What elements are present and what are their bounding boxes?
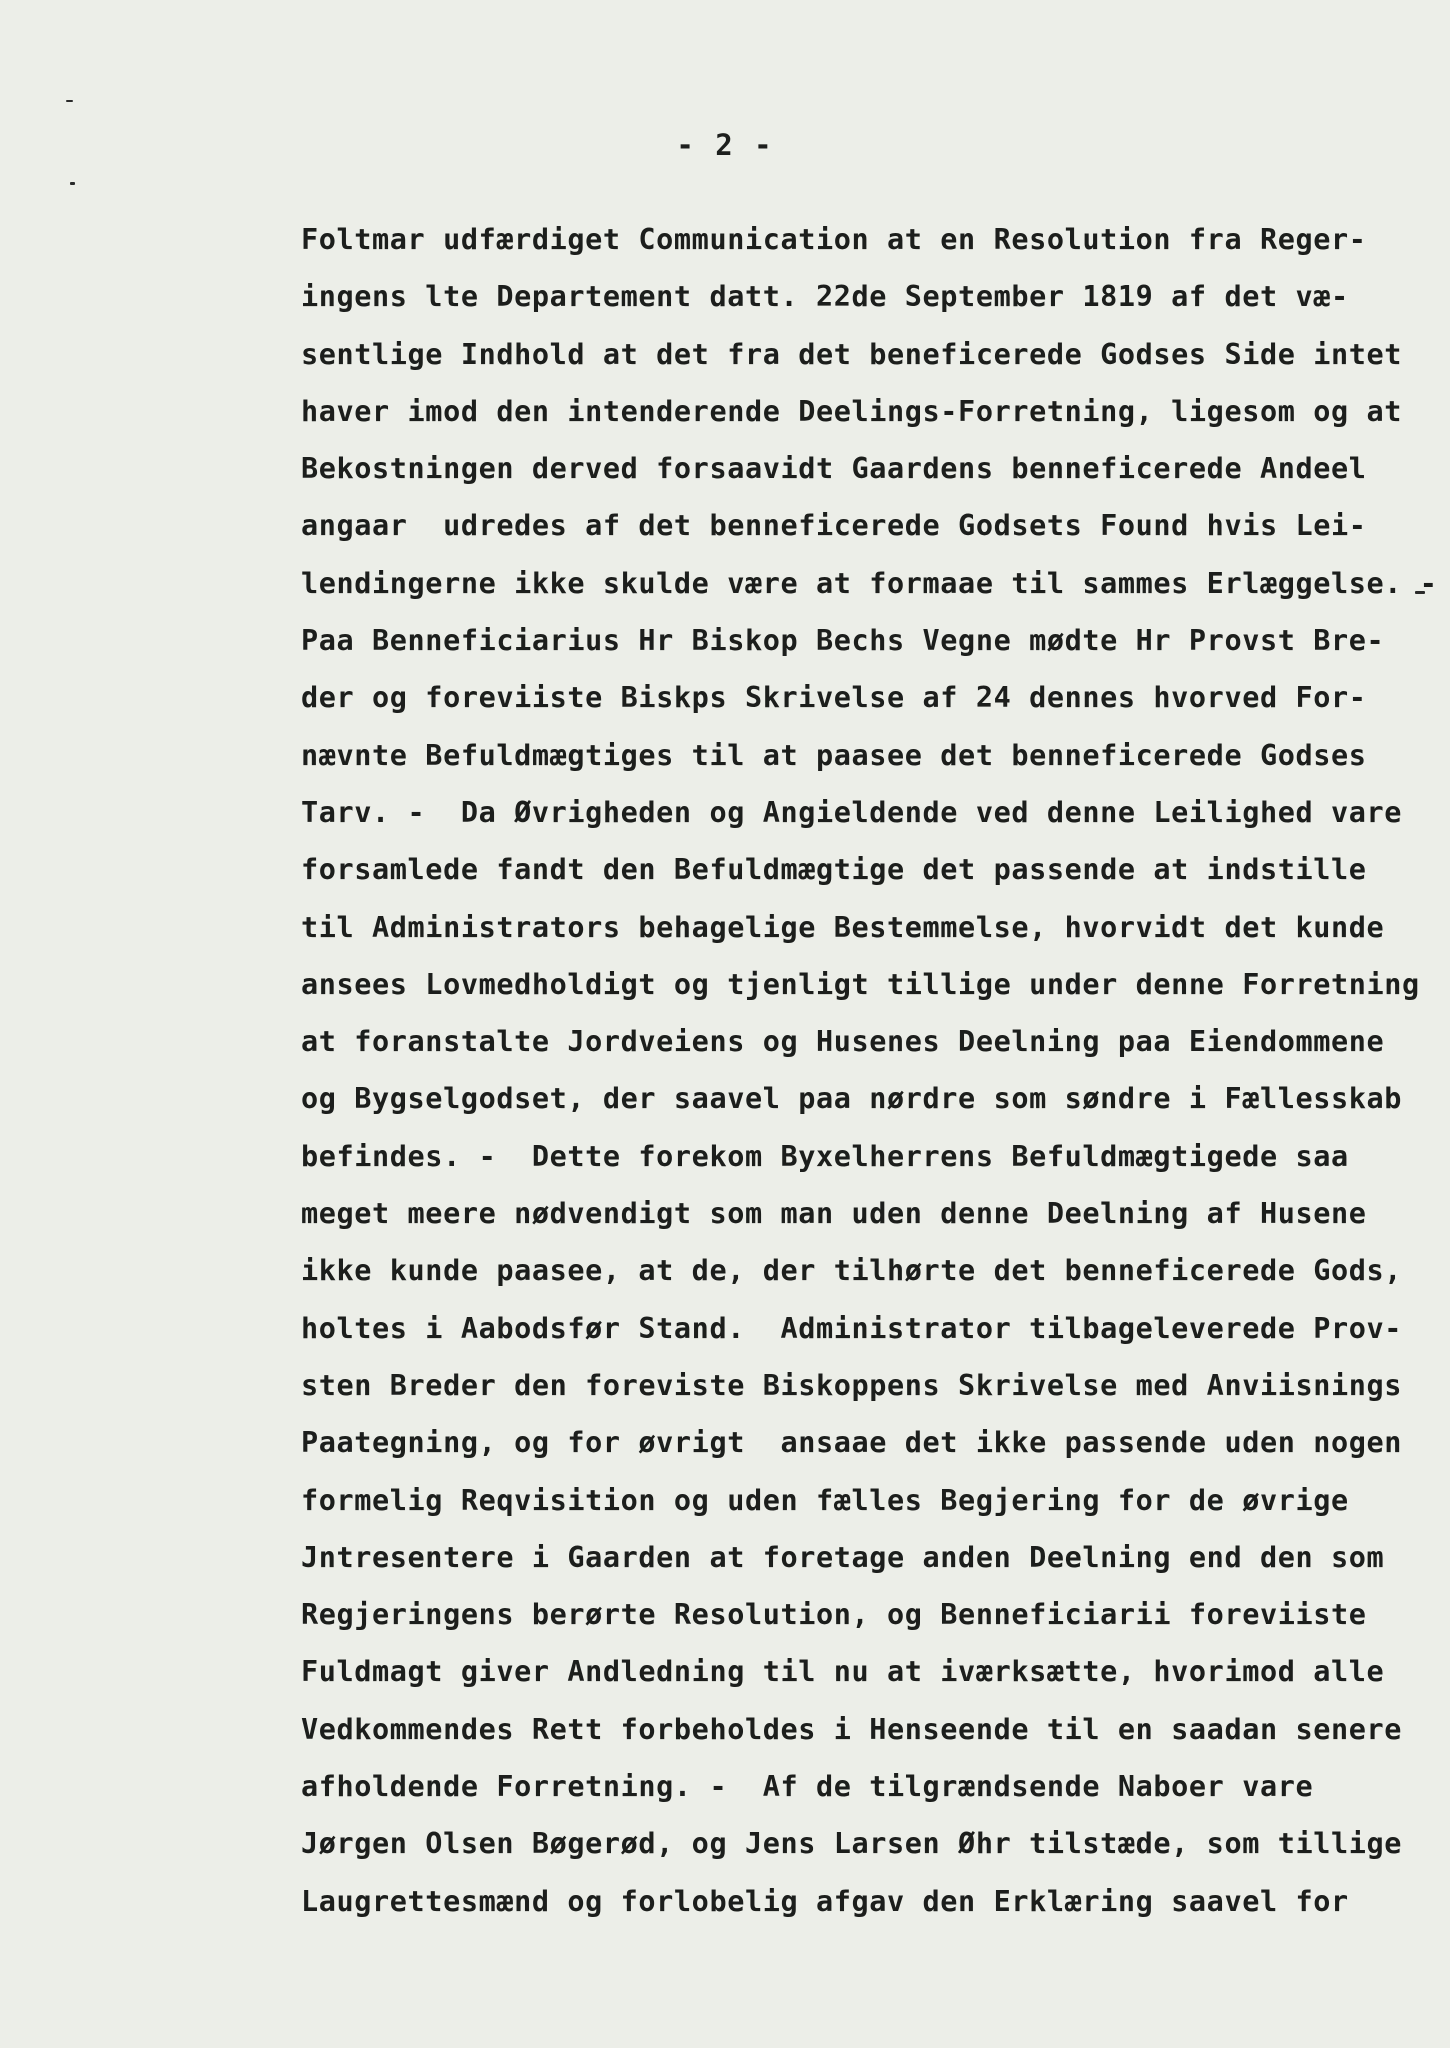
text-line: at foranstalte Jordveiens og Husenes Deelning paa Eiendommene	[301, 1025, 1385, 1059]
text-line: Regjeringens berørte Resolution, og Benneficiarii foreviiste	[301, 1598, 1367, 1632]
text-line: angaar udredes af det benneficerede Godsets Found hvis Lei-	[301, 509, 1367, 543]
text-line: formelig Reqvisition og uden fælles Begjering for de øvrige	[301, 1483, 1349, 1517]
page-number: - 2 -	[676, 128, 774, 162]
text-line: Fuldmagt giver Andledning til nu at iværksætte, hvorimod alle	[301, 1655, 1385, 1689]
text-line: befindes. - Dette forekom Byxelherrens Befuldmægtigede saa	[301, 1139, 1349, 1173]
text-line: Laugrettesmænd og forlobelig afgav den Erklæring saavel for	[301, 1884, 1349, 1918]
text-line: holtes i Aabodsfør Stand. Administrator tilbageleverede Prov-	[301, 1311, 1403, 1345]
text-line: Paa Benneficiarius Hr Biskop Bechs Vegne mødte Hr Provst Bre-	[301, 624, 1385, 658]
text-line: sten Breder den foreviste Biskoppens Skrivelse med Anviisnings	[301, 1368, 1403, 1402]
text-line: meget meere nødvendigt som man uden denne Deelning af Husene	[301, 1197, 1367, 1231]
text-line: nævnte Befuldmægtiges til at paasee det benneficerede Godses	[301, 738, 1367, 772]
text-line: Tarv. - Da Øvrigheden og Angieldende ved denne Leilighed vare	[301, 795, 1403, 829]
text-line: til Administrators behagelige Bestemmelse, hvorvidt det kunde	[301, 910, 1385, 944]
text-line: Vedkommendes Rett forbeholdes i Henseende til en saadan senere	[301, 1712, 1403, 1746]
text-line: Bekostningen derved forsaavidt Gaardens benneficerede Andeel	[301, 452, 1367, 486]
text-line: sentlige Indhold at det fra det beneficerede Godses Side intet	[301, 337, 1403, 371]
text-line: der og foreviiste Biskps Skrivelse af 24 dennes hvorved For-	[301, 681, 1367, 715]
text-line: ansees Lovmedholdigt og tjenligt tillige under denne Forretning	[301, 967, 1420, 1001]
text-line: Jntresentere i Gaarden at foretage anden Deelning end den som	[301, 1540, 1385, 1574]
text-line: lendingerne ikke skulde være at formaae til sammes Erlæggelse. -	[301, 566, 1438, 600]
text-line: og Bygselgodset, der saavel paa nørdre som søndre i Fællesskab	[301, 1082, 1403, 1116]
text-line: haver imod den intenderende Deelings-Forretning, ligesom og at	[301, 394, 1403, 428]
margin-mark	[70, 182, 75, 185]
margin-mark	[66, 100, 73, 102]
text-line: afholdende Forretning. - Af de tilgrændsende Naboer vare	[301, 1770, 1314, 1804]
text-line: forsamlede fandt den Befuldmægtige det passende at indstille	[301, 853, 1367, 887]
text-line: Jørgen Olsen Bøgerød, og Jens Larsen Øhr tilstæde, som tillige	[301, 1827, 1403, 1861]
text-line: ingens lte Departement datt. 22de September 1819 af det væ-	[301, 280, 1349, 314]
text-line: Paategning, og for øvrigt ansaae det ikke passende uden nogen	[301, 1426, 1403, 1460]
text-line: ikke kunde paasee, at de, der tilhørte det benneficerede Gods,	[301, 1254, 1403, 1288]
text-line: Foltmar udfærdiget Communication at en Resolution fra Reger-	[301, 223, 1367, 256]
typed-text-body	[301, 211, 1438, 1930]
